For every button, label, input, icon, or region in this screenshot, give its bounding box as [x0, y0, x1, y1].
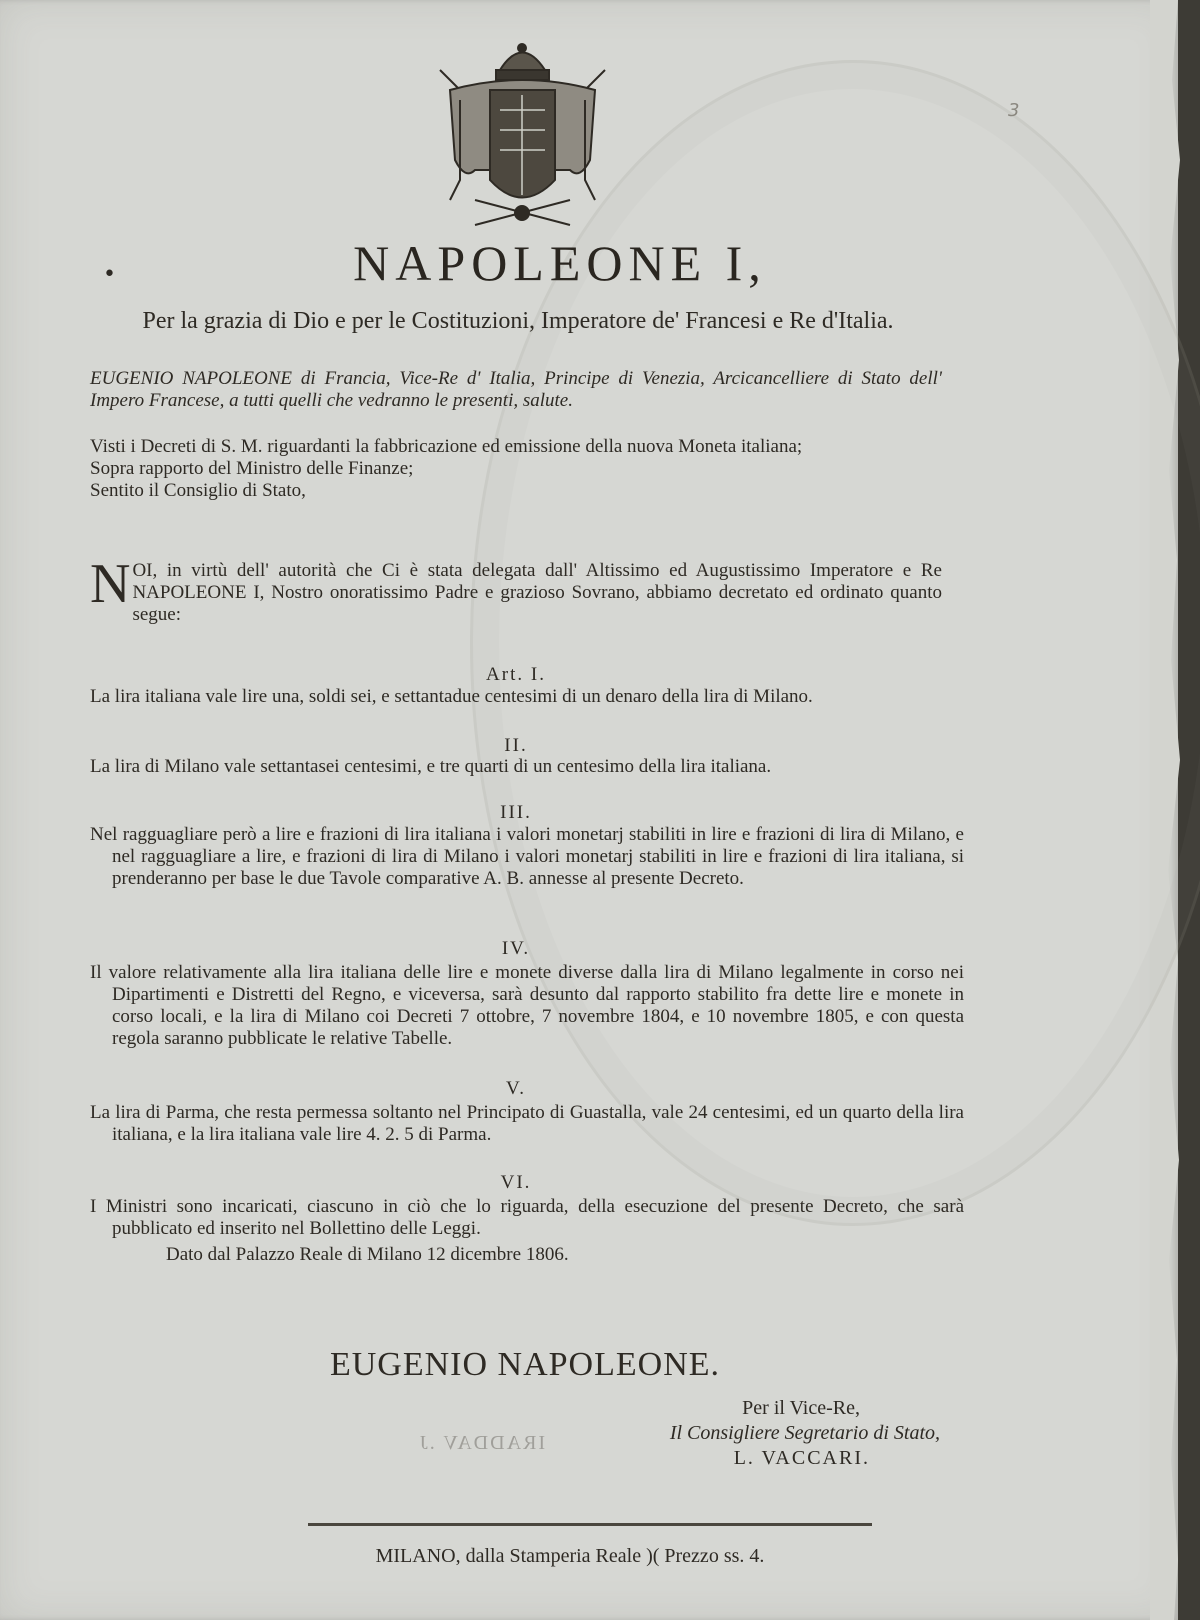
article-number: II.	[504, 735, 528, 756]
drop-cap: N	[90, 553, 131, 615]
footer-rule	[308, 1523, 872, 1526]
printer-footer: MILANO, dalla Stamperia Reale )( Prezzo ss. 4.	[375, 1545, 765, 1567]
consideration-item: Visti i Decreti di S. M. riguardanti la fabbricazione ed emissione della nuova Moneta italiana;	[90, 436, 803, 457]
document-subtitle: Per la grazia di Dio e per le Costituzioni, Imperatore de' Francesi e Re d'Italia.	[142, 308, 894, 334]
torn-paper-edge	[1150, 0, 1200, 1620]
countersign-line: L. VACCARI.	[733, 1447, 870, 1469]
article-text: La lira di Milano vale settantasei centesimi, e tre quarti di un centesimo della lira italiana.	[90, 756, 772, 777]
document-title: NAPOLEONE I,	[353, 235, 767, 291]
countersign-line: Il Consigliere Segretario di Stato,	[669, 1422, 940, 1444]
corner-mark: 3	[1008, 100, 1020, 121]
decree-text: OI, in virtù dell' autorità che Ci è stata delegata dall' Altissimo ed Augustissimo Imperatore e Re NAPOLEONE I, Nostro onoratissimo Padre e grazioso Sovrano, abbiamo decretato ed ordinato quanto segue:	[132, 560, 942, 625]
consideration-item: Sentito il Consiglio di Stato,	[90, 480, 306, 501]
article-number: Art. I.	[486, 664, 546, 685]
consideration-item: Sopra rapporto del Ministro delle Finanze;	[90, 458, 414, 479]
article-number: III.	[500, 802, 532, 823]
article-text: La lira di Parma, che resta permessa soltanto nel Principato di Guastalla, vale 24 centesimi, ed un quarto della lira italiana, e la lira italiana vale lire 4. 2. 5 di Parma.	[90, 1102, 964, 1145]
article-number: IV.	[501, 938, 531, 959]
article-number: VI.	[500, 1172, 532, 1193]
considerations-list	[90, 436, 942, 502]
bleed-through-text: IRADDAV .J	[418, 1432, 546, 1454]
article-text: I Ministri sono incaricati, ciascuno in ciò che lo riguarda, della esecuzione del presente Decreto, che sarà pubblicato ed inserito nel Bollettino delle Leggi.	[90, 1196, 964, 1239]
decorative-dot: •	[103, 262, 116, 287]
date-line: Dato dal Palazzo Reale di Milano 12 dicembre 1806.	[166, 1244, 569, 1265]
article-number: V.	[505, 1078, 527, 1099]
countersign-block	[560, 1396, 940, 1471]
countersign-line: Per il Vice-Re,	[742, 1397, 860, 1419]
article-text: La lira italiana vale lire una, soldi sei, e settantadue centesimi di un denaro della lira di Milano.	[90, 686, 813, 707]
decree-paragraph	[90, 553, 942, 626]
royal-crest-icon	[430, 30, 615, 240]
article-text: Nel ragguagliare però a lire e frazioni di lira italiana i valori monetarj stabiliti in lire e frazioni di lira di Milano, e nel ragguagliare a lire, e frazioni di lira di Milano i valori monetarj stabiliti in lire e frazioni di lira italiana, si prenderanno per base le due Tavole comparative A. B. annesse al presente Decreto.	[90, 824, 964, 889]
article-text: Il valore relativamente alla lira italiana delle lire e monete diverse dalla lira di Milano legalmente in corso nei Dipartimenti e Distretti del Regno, e viceversa, sarà desunto dal rapporto stabilito fra dette lire e monete in corso locali, e la lira di Milano coi Decreti 7 ottobre, 7 novembre 1804, e 10 novembre 1805, e con questa regola saranno pubblicate le relative Tabelle.	[90, 962, 964, 1049]
intro-paragraph: EUGENIO NAPOLEONE di Francia, Vice-Re d' Italia, Principe di Venezia, Arcicancelliere di Stato dell' Impero Francese, a tutti quelli che vedranno le presenti, salute.	[90, 368, 942, 411]
signer-name: EUGENIO NAPOLEONE.	[329, 1346, 721, 1383]
